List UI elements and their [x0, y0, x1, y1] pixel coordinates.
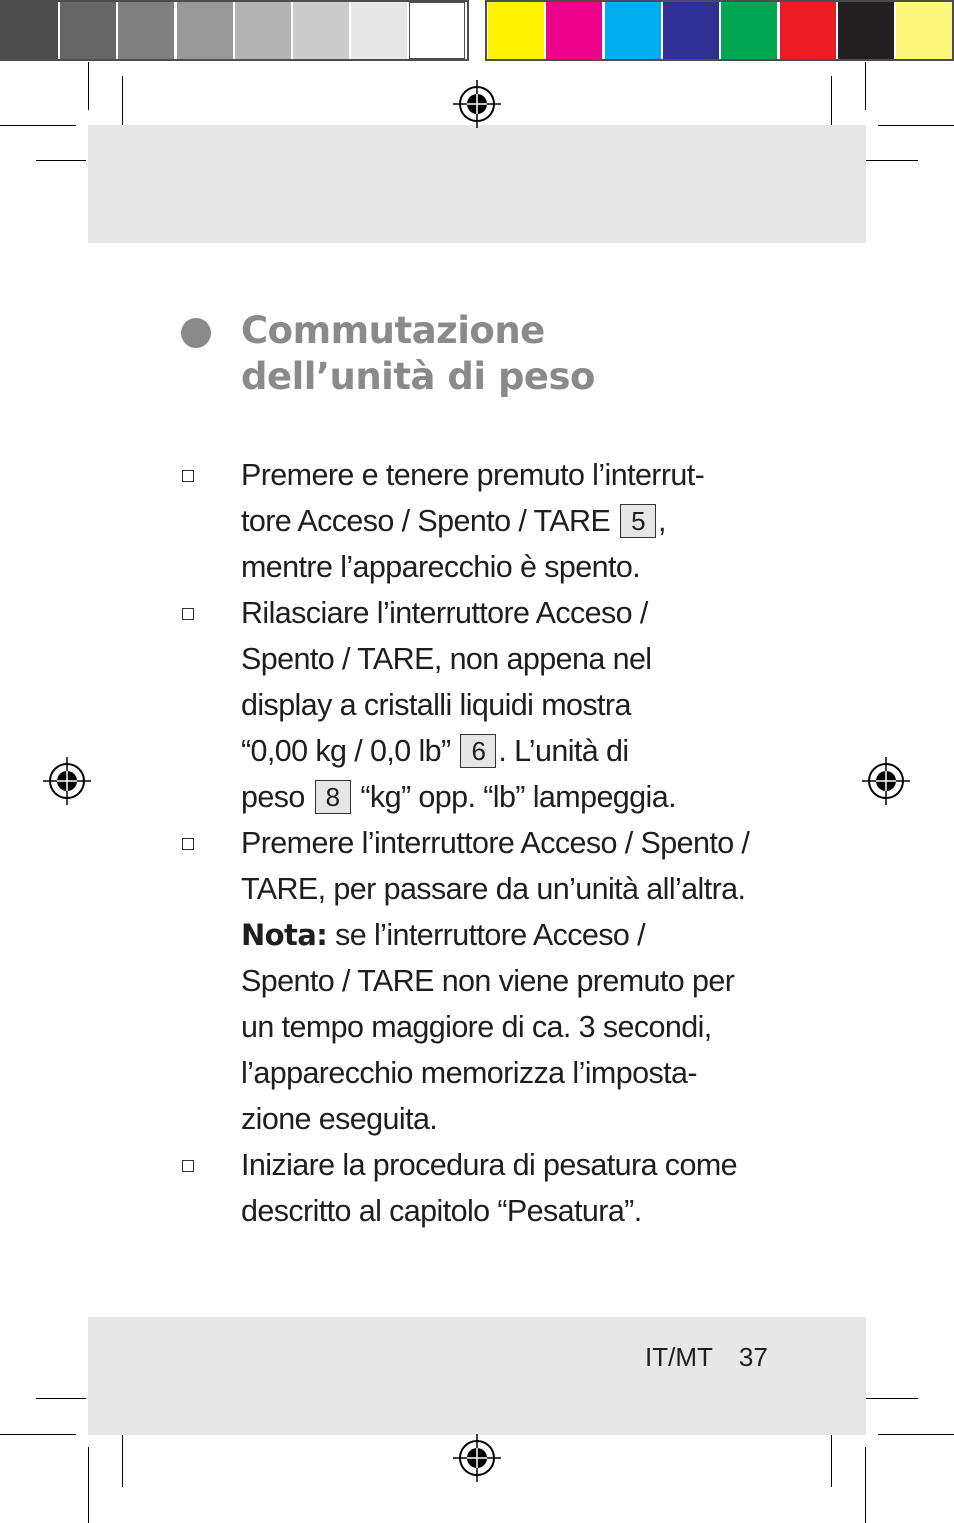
header-band	[88, 125, 866, 243]
list-item: Premere l’interruttore Acceso / Spento / TARE, per passare da un’unità all’altra. Nota: se l’interruttore Acceso / Spento / TARE non viene premuto per un tempo maggiore di ca. 3 secondi, l’apparecchio memorizza l’imposta- zione eseguita.	[0, 820, 954, 1142]
registration-mark-icon	[453, 1434, 501, 1482]
swatch-frame	[0, 0, 469, 61]
checkbox-icon	[182, 608, 194, 620]
instruction-list	[0, 452, 954, 1234]
list-item: Iniziare la procedura di pesatura come descritto al capitolo “Pesatura”.	[0, 1142, 954, 1234]
list-item: Premere e tenere premuto l’interrut- tore Acceso / Spento / TARE 5 , mentre l’apparecchio è spento.	[0, 452, 954, 590]
page-number: 37	[738, 1342, 768, 1372]
reference-number: 5	[620, 504, 656, 538]
list-item: Rilasciare l’interruttore Acceso / Spento / TARE, non appena nel display a cristalli liquidi mostra “0,00 kg / 0,0 lb” 6 . L’unità di peso 8 “kg” opp. “lb” lampeggia.	[0, 590, 954, 820]
registration-mark-icon	[453, 80, 501, 128]
swatch-frame	[485, 0, 954, 61]
footer-band	[88, 1317, 866, 1435]
section-title: Commutazione dell’unità di peso	[241, 309, 595, 398]
checkbox-icon	[182, 470, 194, 482]
language-code: IT/MT	[645, 1342, 713, 1372]
heading-bullet-icon	[181, 318, 211, 348]
reference-number: 6	[460, 734, 496, 768]
checkbox-icon	[182, 838, 194, 850]
checkbox-icon	[182, 1160, 194, 1172]
page-footer	[645, 1340, 768, 1374]
reference-number: 8	[315, 780, 351, 814]
note-label: Nota:	[241, 918, 328, 952]
